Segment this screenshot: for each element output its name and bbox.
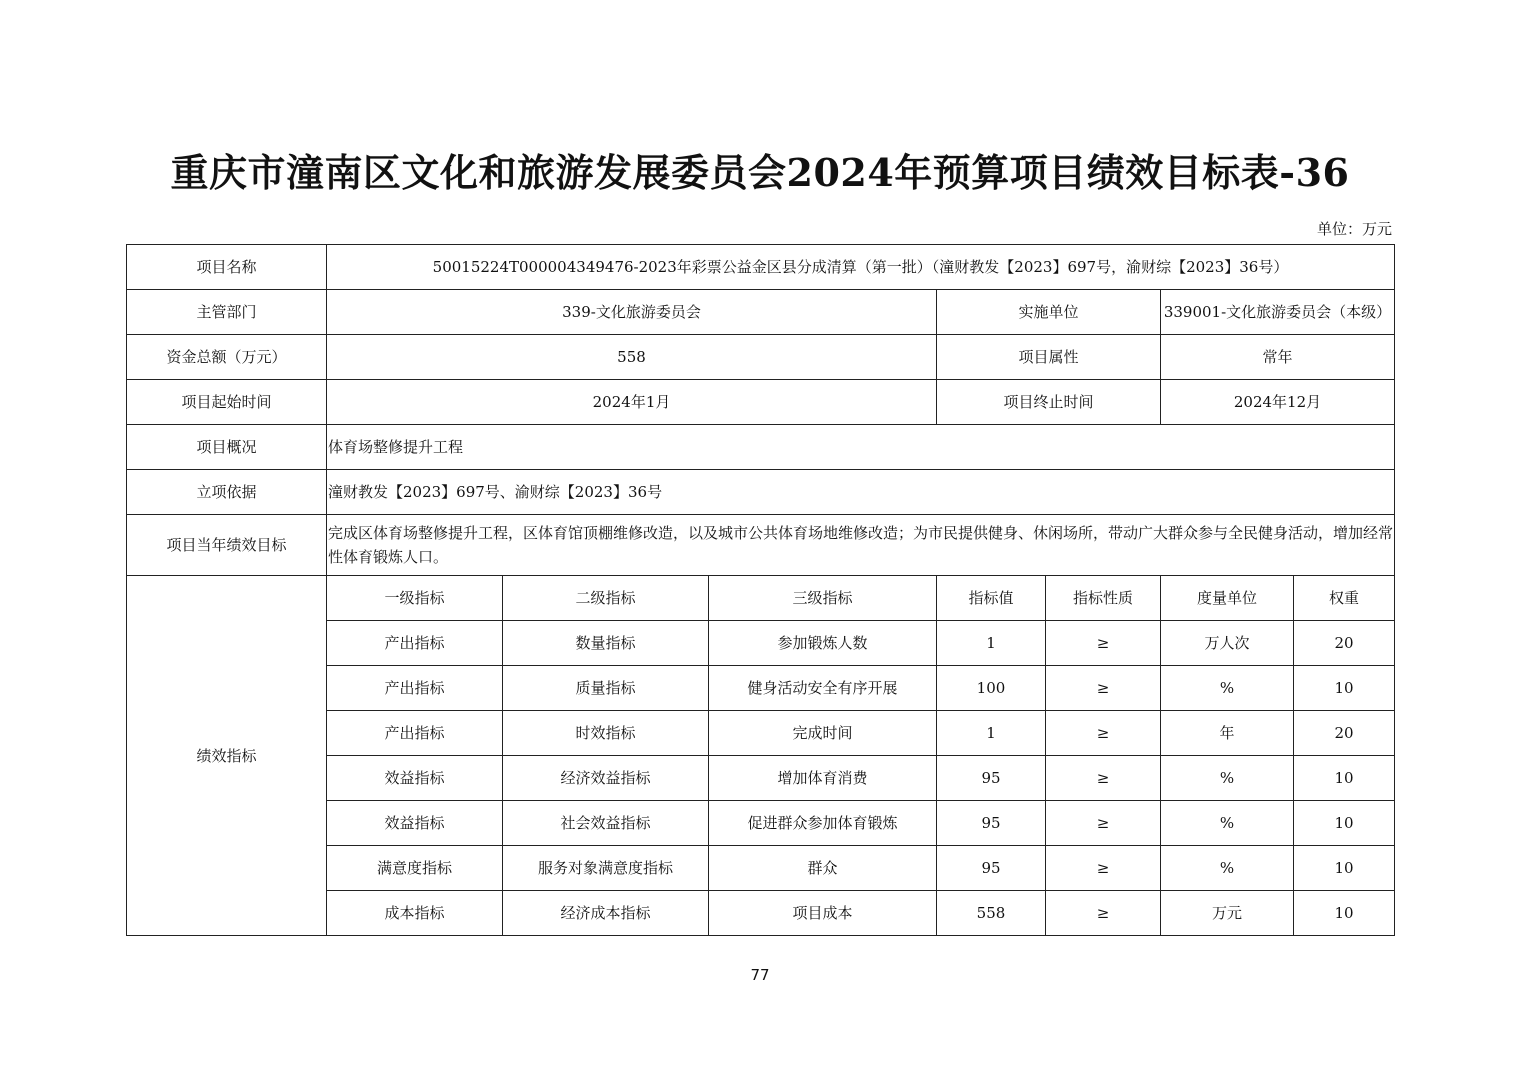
attr-label: 项目属性 [937, 335, 1161, 380]
cell-value: 95 [937, 846, 1046, 891]
basis-value: 潼财教发【2023】697号、渝财综【2023】36号 [327, 470, 1395, 515]
end-value: 2024年12月 [1161, 380, 1395, 425]
header-nature: 指标性质 [1046, 576, 1161, 621]
unit-label: 单位：万元 [1316, 220, 1392, 238]
fund-label: 资金总额（万元） [127, 335, 327, 380]
cell-nature: ≥ [1046, 891, 1161, 936]
cell-level1: 产出指标 [327, 711, 503, 756]
start-value: 2024年1月 [327, 380, 937, 425]
dept-label: 主管部门 [127, 290, 327, 335]
cell-level1: 产出指标 [327, 621, 503, 666]
cell-unit: % [1161, 801, 1294, 846]
cell-level3: 参加锻炼人数 [709, 621, 937, 666]
cell-level3: 健身活动安全有序开展 [709, 666, 937, 711]
cell-level3: 完成时间 [709, 711, 937, 756]
cell-weight: 10 [1294, 801, 1395, 846]
cell-nature: ≥ [1046, 846, 1161, 891]
cell-unit: 万人次 [1161, 621, 1294, 666]
cell-level3: 促进群众参加体育锻炼 [709, 801, 937, 846]
cell-weight: 10 [1294, 756, 1395, 801]
department-row [127, 290, 1395, 335]
project-name-row [127, 245, 1395, 290]
header-unit: 度量单位 [1161, 576, 1294, 621]
cell-level1: 满意度指标 [327, 846, 503, 891]
attr-value: 常年 [1161, 335, 1395, 380]
cell-nature: ≥ [1046, 666, 1161, 711]
basis-label: 立项依据 [127, 470, 327, 515]
cell-unit: 万元 [1161, 891, 1294, 936]
cell-level2: 服务对象满意度指标 [503, 846, 709, 891]
basis-row [127, 470, 1395, 515]
cell-level1: 效益指标 [327, 756, 503, 801]
cell-unit: % [1161, 846, 1294, 891]
cell-nature: ≥ [1046, 621, 1161, 666]
cell-level3: 增加体育消费 [709, 756, 937, 801]
impl-value: 339001-文化旅游委员会（本级） [1161, 290, 1395, 335]
cell-level3: 项目成本 [709, 891, 937, 936]
cell-weight: 10 [1294, 891, 1395, 936]
fund-value: 558 [327, 335, 937, 380]
dept-value: 339-文化旅游委员会 [327, 290, 937, 335]
header-value: 指标值 [937, 576, 1046, 621]
page-title: 重庆市潼南区文化和旅游发展委员会2024年预算项目绩效目标表-36 [170, 150, 1350, 195]
cell-level2: 社会效益指标 [503, 801, 709, 846]
cell-level2: 经济成本指标 [503, 891, 709, 936]
overview-label: 项目概况 [127, 425, 327, 470]
cell-unit: % [1161, 756, 1294, 801]
goal-value: 完成区体育场整修提升工程，区体育馆顶棚维修改造，以及城市公共体育场地维修改造；为市民提供健身、休闲场所，带动广大群众参与全民健身活动，增加经常性体育锻炼人口。 [327, 515, 1395, 576]
cell-level2: 经济效益指标 [503, 756, 709, 801]
cell-weight: 20 [1294, 621, 1395, 666]
overview-row [127, 425, 1395, 470]
cell-level1: 效益指标 [327, 801, 503, 846]
performance-table [126, 244, 1395, 936]
cell-weight: 10 [1294, 846, 1395, 891]
indicator-header-row [127, 576, 1395, 621]
impl-label: 实施单位 [937, 290, 1161, 335]
period-row [127, 380, 1395, 425]
overview-value: 体育场整修提升工程 [327, 425, 1395, 470]
header-level2: 二级指标 [503, 576, 709, 621]
header-level3: 三级指标 [709, 576, 937, 621]
cell-level3: 群众 [709, 846, 937, 891]
cell-level2: 数量指标 [503, 621, 709, 666]
cell-unit: % [1161, 666, 1294, 711]
cell-nature: ≥ [1046, 756, 1161, 801]
goal-row [127, 515, 1395, 576]
cell-level1: 成本指标 [327, 891, 503, 936]
cell-value: 1 [937, 621, 1046, 666]
project-name-label: 项目名称 [127, 245, 327, 290]
cell-value: 1 [937, 711, 1046, 756]
start-label: 项目起始时间 [127, 380, 327, 425]
cell-value: 100 [937, 666, 1046, 711]
cell-value: 95 [937, 801, 1046, 846]
cell-level2: 时效指标 [503, 711, 709, 756]
cell-level1: 产出指标 [327, 666, 503, 711]
cell-nature: ≥ [1046, 711, 1161, 756]
cell-value: 558 [937, 891, 1046, 936]
page-number: 77 [750, 966, 770, 984]
cell-nature: ≥ [1046, 801, 1161, 846]
cell-unit: 年 [1161, 711, 1294, 756]
end-label: 项目终止时间 [937, 380, 1161, 425]
header-level1: 一级指标 [327, 576, 503, 621]
cell-value: 95 [937, 756, 1046, 801]
cell-weight: 10 [1294, 666, 1395, 711]
indicators-section-label: 绩效指标 [127, 576, 327, 936]
header-weight: 权重 [1294, 576, 1395, 621]
fund-row [127, 335, 1395, 380]
project-name-value: 50015224T000004349476-2023年彩票公益金区县分成清算（第一批）（潼财教发【2023】697号，渝财综【2023】36号） [327, 245, 1395, 290]
goal-label: 项目当年绩效目标 [127, 515, 327, 576]
cell-weight: 20 [1294, 711, 1395, 756]
cell-level2: 质量指标 [503, 666, 709, 711]
